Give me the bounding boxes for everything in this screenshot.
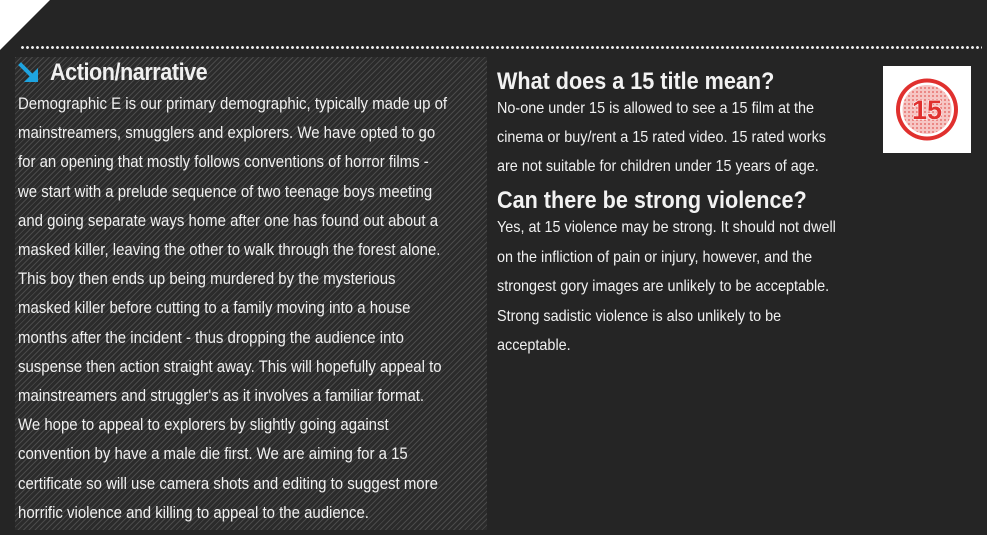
narrative-line: suspense then action straight away. This will hopefully appeal to xyxy=(18,356,442,376)
narrative-line: convention by have a male die first. We are aiming for a 15 xyxy=(18,444,408,464)
narrative-line: We hope to appeal to explorers by slightly going against xyxy=(18,415,389,435)
narrative-text xyxy=(18,89,476,527)
bbfc-15-rating-icon xyxy=(883,66,971,153)
narrative-line: mainstreamers and struggler's as it involves a familiar format. xyxy=(18,386,425,406)
narrative-line: masked killer before cutting to a family moving into a house xyxy=(18,298,411,318)
violence-question-heading: Can there be strong violence? xyxy=(497,187,807,214)
narrative-line: horrific violence and killing to appeal to the audience. xyxy=(18,502,369,522)
narrative-line: for an opening that mostly follows conventions of horror films - xyxy=(18,152,429,172)
answer-line: Yes, at 15 violence may be strong. It should not dwell xyxy=(497,219,836,236)
answer-line: Strong sadistic violence is also unlikely to be xyxy=(497,307,782,325)
narrative-header xyxy=(18,59,225,87)
narrative-line: months after the incident - thus dropping the audience into xyxy=(18,327,404,347)
dotted-divider xyxy=(20,45,982,50)
narrative-title: Action/narrative xyxy=(50,59,208,86)
narrative-line: certificate so will use camera shots and editing to suggest more xyxy=(18,473,438,493)
arrow-down-right-icon xyxy=(18,62,42,84)
answer-line: acceptable. xyxy=(497,337,571,354)
rating-question-heading: What does a 15 title mean? xyxy=(497,68,775,95)
answer-line: strongest gory images are unlikely to be acceptable. xyxy=(497,278,830,295)
narrative-line: we start with a prelude sequence of two teenage boys meeting xyxy=(18,181,433,201)
answer-line: No-one under 15 is allowed to see a 15 film at the xyxy=(497,100,814,117)
narrative-line: Demographic E is our primary demographic, typically made up of xyxy=(18,94,448,113)
violence-answer-text xyxy=(497,213,875,361)
narrative-line: masked killer, leaving the other to walk through the forest alone. xyxy=(18,240,441,260)
answer-line: cinema or buy/rent a 15 rated video. 15 rated works xyxy=(497,129,826,146)
rating-answer-text xyxy=(497,94,875,181)
narrative-line: mainstreamers, smugglers and explorers. We have opted to go xyxy=(18,123,436,143)
narrative-line: and going separate ways home after one has found out about a xyxy=(18,210,439,230)
badge-label: 15 xyxy=(911,95,943,125)
narrative-line: This boy then ends up being murdered by the mysterious xyxy=(18,269,396,289)
answer-line: on the infliction of pain or injury, however, and the xyxy=(497,248,813,266)
answer-line: are not suitable for children under 15 years of age. xyxy=(497,158,819,175)
